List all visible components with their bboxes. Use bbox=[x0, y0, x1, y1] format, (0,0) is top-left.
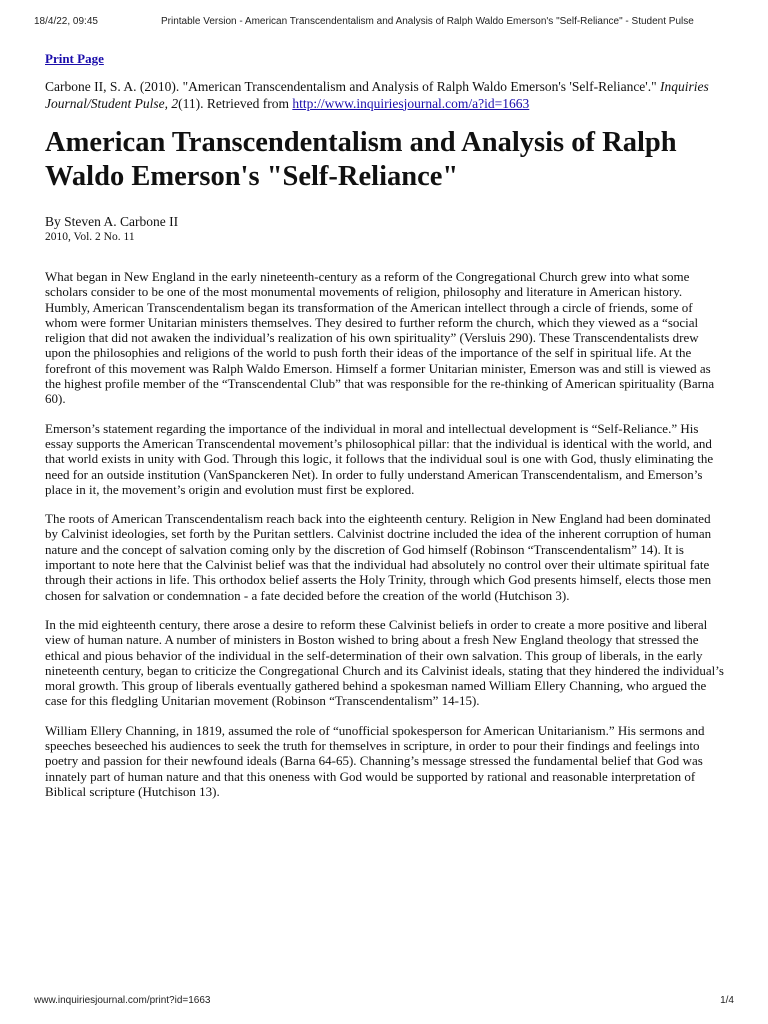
article-paragraph: The roots of American Transcendentalism reach back into the eighteenth century. Religion in New England had been dominated by Calvinist ideologies, set forth by the Puritan settlers. Calvinist doctrine included the idea of the inherent corruption of human nature and the concept of salvation coming only by the discretion of God himself (Robinson “Transcendentalism” 14). It is important to note here that the Calvinist belief was that the individual had absolutely no control over their ultimate spiritual fate through their actions in life. This orthodox belief asserts the Holy Trinity, through which God presents himself, elects those men chosen for salvation or condemnation - a fate decided before the creation of the world (Hutchison 3). bbox=[45, 511, 712, 603]
citation bbox=[45, 79, 725, 112]
print-doc-title: Printable Version - American Transcendentalism and Analysis of Ralph Waldo Emerson's "Self-Reliance" - Student Pulse bbox=[161, 16, 694, 27]
article-paragraph: William Ellery Channing, in 1819, assumed the role of “unofficial spokesperson for American Unitarianism.” His sermons and speeches beseeched his audiences to seek the truth for themselves in scripture, in order to pour their findings and feelings into poetry and passion for their newfound ideals (Barna 64-65). Channing’s message stressed the fundamental belief that God was innately part of human nature and that this oneness with God would be supported by rational and reasonable interpretation of Biblical scripture (Hutchison 13). bbox=[45, 722, 705, 799]
article-title: American Transcendentalism and Analysis of Ralph Waldo Emerson's "Self-Reliance" bbox=[45, 127, 677, 192]
article-content bbox=[45, 50, 725, 813]
citation-issue: (11). Retrieved from bbox=[178, 95, 293, 111]
article-issue: 2010, Vol. 2 No. 11 bbox=[45, 231, 135, 243]
citation-url-link[interactable]: http://www.inquiriesjournal.com/a?id=1663 bbox=[292, 95, 530, 111]
print-footer-url: www.inquiriesjournal.com/print?id=1663 bbox=[34, 995, 211, 1006]
print-page-number: 1/4 bbox=[720, 995, 734, 1006]
article-paragraph: Emerson’s statement regarding the importance of the individual in moral and intellectual development is “Self-Reliance.” His essay supports the American Transcendental movement’s philosophical pillar: that the individual is identical with the world, and that world exists in unity with God. Through this logic, it follows that the individual soul is one with God, thusly eliminating the need for an outside institution (VanSpanckeren Net). In order to fully understand American Transcendentalism, and Emerson’s place in it, the movement’s origin and evolution must first be explored. bbox=[45, 420, 714, 497]
article-byline: By Steven A. Carbone II bbox=[45, 214, 179, 229]
article-paragraph: What began in New England in the early nineteenth-century as a reform of the Congregational Church grew into what some scholars consider to be one of the most monumental movements of religion, philosophy and literature in American history. Humbly, American Transcendentalism began its transformation of the American intellect through a circle of friends, some of whom were former Unitarian ministers themselves. They desired to further reform the church, which they viewed as a “social religion that did not awaken the individual’s realization of his own spirituality” (Versluis 290). These Transcendentalists drew upon the philosophies and religions of the world to push forth their ideas of the importance of the self in spiritual life. At the forefront of this movement was Ralph Waldo Emerson. Himself a former Unitarian minister, Emerson was and still is viewed as the highest profile member of the “Transcendental Club” that was responsible for the re-thinking of American spirituality (Barna 60). bbox=[45, 269, 715, 407]
citation-authors: Carbone II, S. A. (2010). "American Transcendentalism and Analysis of Ralph Waldo Emerson's 'Self-Reliance'." bbox=[45, 79, 660, 94]
print-page-link[interactable]: Print Page bbox=[45, 51, 104, 66]
print-datetime: 18/4/22, 09:45 bbox=[34, 16, 98, 27]
article-paragraph: In the mid eighteenth century, there arose a desire to reform these Calvinist beliefs in order to create a more positive and liberal view of human nature. A number of ministers in Boston wished to bring about a fresh New England theology that stressed the ethical and pious behavior of the individual in the self-determination of their own salvation. This group of liberals, in the early nineteenth century, began to criticize the Congregational Church and its Calvinist ideals, stating that they hindered the individual’s moral growth. This group of liberals eventually gathered behind a spokesman named William Ellery Channing, who argued the case for this fledgling Unitarian movement (Robinson “Transcendentalism” 14-15). bbox=[45, 616, 724, 709]
citation-journal: Inquiries Journal/Student Pulse, 2 bbox=[45, 79, 709, 111]
